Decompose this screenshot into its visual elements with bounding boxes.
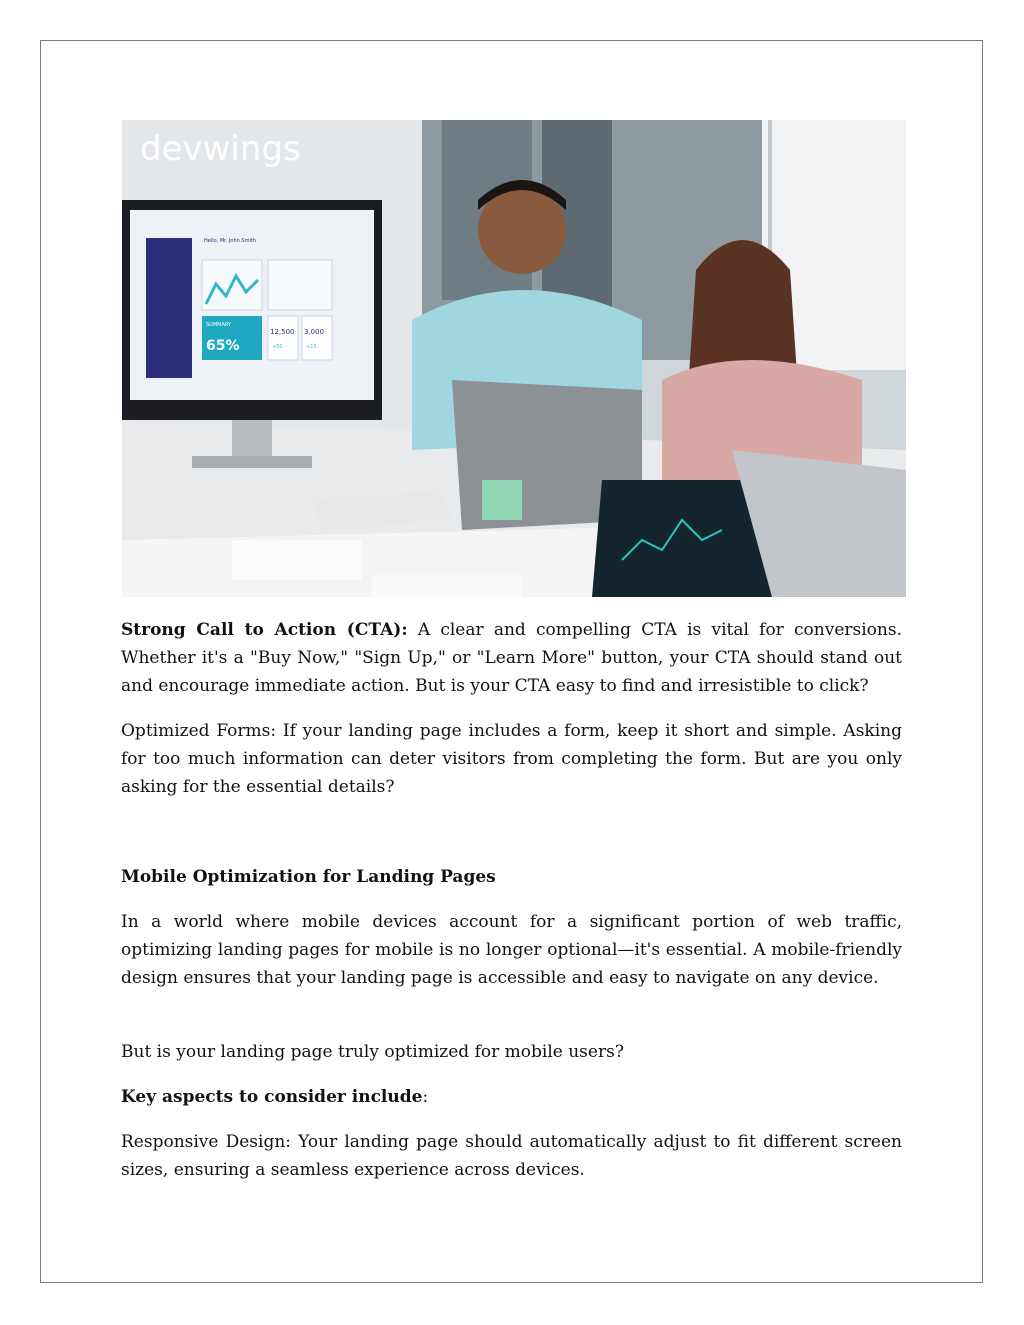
key-aspects-paragraph bbox=[121, 1083, 902, 1111]
dashboard-summary-label: SUMMARY bbox=[206, 322, 232, 328]
mobile-heading: Mobile Optimization for Landing Pages bbox=[121, 867, 496, 887]
dashboard-percent: 65% bbox=[206, 338, 240, 354]
cta-paragraph bbox=[121, 616, 902, 700]
cta-label: Strong Call to Action (CTA): bbox=[121, 620, 408, 640]
dashboard-stat-a-delta: +50 bbox=[272, 344, 283, 350]
dashboard-greeting: Hello, Mr. John Smith bbox=[204, 238, 256, 244]
office-photo bbox=[122, 120, 906, 597]
mobile-question-paragraph: But is your landing page truly optimized for mobile users? bbox=[121, 1042, 624, 1062]
dashboard-stat-b-delta: +15 bbox=[306, 344, 317, 350]
responsive-paragraph: Responsive Design: Your landing page should automatically adjust to fit different screen sizes, ensuring a seamless experience across devices. bbox=[121, 1132, 902, 1180]
dashboard-stat-b: 3,000 bbox=[304, 328, 325, 336]
cta-body: A clear and compelling CTA is vital for conversions. Whether it's a "Buy Now," "Sign Up," or "Learn More" button, your CTA should stand out and encourage immediate action. But is your CTA easy to find and irresistible to click? bbox=[121, 620, 902, 696]
logo-text: devwings bbox=[140, 129, 301, 169]
dashboard-stat-a: 12,500 bbox=[270, 328, 295, 336]
key-aspects-label: Key aspects to consider include bbox=[121, 1087, 423, 1107]
mobile-body-paragraph: In a world where mobile devices account for a significant portion of web traffic, optimizing landing pages for mobile is no longer optional—it's essential. A mobile-friendly design ensures that your landing page is accessible and easy to navigate on any device. bbox=[121, 912, 902, 988]
forms-paragraph: Optimized Forms: If your landing page includes a form, keep it short and simple. Asking for too much information can deter visitors from completing the form. But are you only asking for the essential details? bbox=[121, 721, 902, 797]
office-illustration bbox=[122, 120, 906, 597]
key-aspects-colon: : bbox=[422, 1087, 429, 1107]
